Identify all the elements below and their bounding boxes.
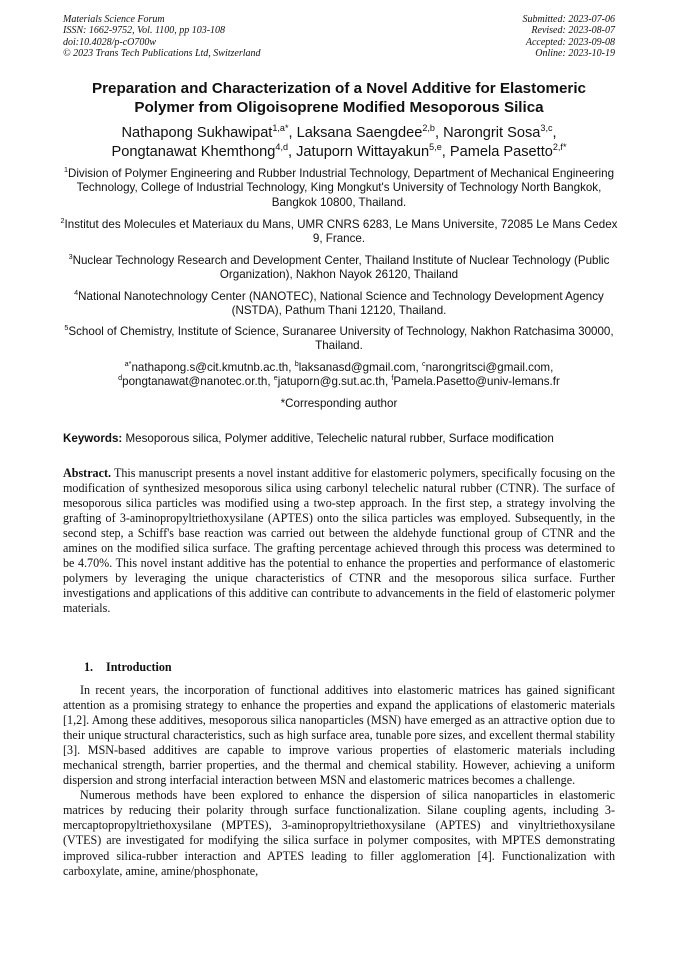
section-heading [84,660,172,675]
accepted-date: Accepted: 2023-09-08 [525,36,615,48]
author-affiliation-marker: 3,c [540,123,553,134]
email-address[interactable]: pongtanawat@nanotec.or.th [122,375,268,389]
email-marker: d [118,373,123,383]
keywords-label: Keywords: [63,432,123,445]
author-affiliation-marker: 2,b [422,123,435,134]
author-list [50,124,628,162]
journal-doi[interactable]: doi:10.4028/p-cO700w [63,36,157,48]
affiliation-text: National Nanotechnology Center (NANOTEC), National Science and Technology Development Agency (NSTDA), Pathum Thani 12120, Thailand. [78,290,604,318]
affiliation-marker: 5 [64,323,69,333]
author-separator: , [441,143,450,160]
email-marker: c [421,359,426,369]
email-address[interactable]: laksanasd@gmail.com [298,361,416,374]
abstract-label: Abstract. [63,466,112,480]
author-corresponding-marker: * [562,141,567,152]
body-paragraph: Numerous methods have been explored to enhance the dispersion of silica nanoparticles in elastomeric matrices by reducing their polarity through surface functionalization. Silane coupling agents, including 3-mercaptopropyltriethoxysilane (MPTES), 3-aminopropyltriethoxysilane (APTES) and vinyltriethoxysilane (VTES) are investigated for modifying the silica surface in polymer composites, with MPTES demonstrating improved silica-rubber interaction and APTES leading to filler agglomeration [4]. Functionalization with carboxylate, amine, amine/phosphonate, [63,788,615,878]
journal-header [63,14,261,60]
revised-date: Revised: 2023-08-07 [531,25,615,37]
author-affiliation-marker: 5,e [429,141,442,152]
author-affiliation-marker: 4,d [275,141,288,152]
affiliation-1 [60,167,618,210]
affiliation-text: Division of Polymer Engineering and Rubber Industrial Technology, Department of Mechanical Engineering Technology, College of Industrial Technology, King Mongkut's University of Technology North Bangkok, Bangkok 10800, Thailand. [67,167,615,209]
author-separator: , [288,143,297,160]
affiliation-2 [60,218,618,247]
author-name: Laksana Saengdee [296,125,423,141]
paper-title [50,80,628,117]
keywords-text: Mesoporous silica, Polymer additive, Telechelic natural rubber, Surface modification [122,432,554,445]
email-separator: , [384,375,392,389]
author-affiliation-marker: 1,a* [272,123,289,134]
author-name: Jatuporn Wittayakun [296,143,430,160]
affiliation-marker: 4 [74,288,79,298]
affiliation-marker: 3 [68,252,73,262]
email-separator: , [288,361,295,374]
journal-copyright: © 2023 Trans Tech Publications Ltd, Switzerland [63,48,261,60]
author-separator: , [434,125,444,141]
introduction-body [63,683,615,879]
author-name: Pamela Pasetto [449,143,553,160]
author-separator: , [288,125,297,141]
abstract-text: This manuscript presents a novel instant additive for elastomeric polymers, specifically focusing on the modification of synthesized mesoporous silica using carbonyl telechelic natural rubber (CTNR). The surface of mesoporous silica particles was modified using a two-step approach. In the first step, a strategy involving the grafting of 3-aminopropyltriethoxysilane (APTES) onto the silica particles was employed. Subsequently, in the second step, a Schiff's base reaction was carried out between the aldehyde functional group of CTNR and the amines on the modified silica surface. The grafting percentage achieved through this process was determined to be 4.70%. This novel instant additive has the potential to enhance the properties and performance of elastomeric polymers by leveraging the unique characteristics of CTNR and the mesoporous silica surface. Further investigations and applications of this additive can contribute to advancements in the field of elastomeric polymer materials. [63,466,615,616]
body-paragraph: In recent years, the incorporation of functional additives into elastomeric matrices has gained significant attention as a promising strategy to enhance the properties and expand the applications of elastomeric materials [1,2]. Among these additives, mesoporous silica nanoparticles (MSN) have emerged as an attractive option due to their unique structural characteristics, such as high surface area, tunable pore sizes, and excellent thermal stability [3]. MSN-based additives are capable to improve various properties of elastomeric materials including mechanical strength, barrier properties, and the thermal and chemical stability. However, achieving a uniform dispersion and strong interfacial interaction between MSN and elastomeric matrices becomes a challenge. [63,683,615,788]
email-address[interactable]: nathapong.s@cit.kmutnb.ac.th [131,361,289,374]
journal-issn: ISSN: 1662-9752, Vol. 1100, pp 103-108 [63,25,226,37]
title-line: Preparation and Characterization of a Novel Additive for Elastomeric [92,80,586,97]
author-name: Narongrit Sosa [443,125,541,141]
email-marker: a* [124,359,132,369]
corresponding-author-note: *Corresponding author [280,397,398,410]
section-title: Introduction [106,660,172,674]
affiliation-4 [60,290,618,319]
title-line: Polymer from Oligoisoprene Modified Mesoporous Silica [134,98,544,116]
author-name: Pongtanawat Khemthong [111,143,276,160]
dates-header [523,14,616,60]
email-address[interactable]: narongritsci@gmail.com [425,361,551,374]
journal-name: Materials Science Forum [63,14,165,25]
section-number: 1. [84,660,94,674]
keywords [63,432,615,446]
author-name: Nathapong Sukhawipat [121,125,273,141]
author-affiliation-marker: 2,f [552,141,563,152]
email-marker: e [273,373,278,383]
affiliation-3 [60,254,618,283]
affiliation-text: Institut des Molecules et Materiaux du Mans, UMR CNRS 6283, Le Mans Universite, 72085 Le Mans Cedex 9, France. [64,218,618,246]
affiliation-marker: 1 [63,165,68,175]
email-address[interactable]: Pamela.Pasetto@univ-lemans.fr [393,375,560,389]
affiliation-5 [60,325,618,354]
affiliation-marker: 2 [60,216,65,226]
author-separator: , [552,125,557,141]
email-separator: , [550,361,554,374]
email-marker: b [294,359,299,369]
affiliation-text: Nuclear Technology Research and Development Center, Thailand Institute of Nuclear Technology (Public Organization), Nakhon Nayok 26120, Thailand [72,254,610,282]
affiliation-text: School of Chemistry, Institute of Science, Suranaree University of Technology, Nakhon Ratchasima 30000, Thailand. [68,325,614,353]
email-address[interactable]: jatuporn@g.sut.ac.th [277,375,385,389]
abstract [63,466,615,616]
online-date: Online: 2023-10-19 [535,48,615,60]
email-separator: , [267,375,274,389]
email-list [60,361,618,390]
email-marker: f [391,373,394,383]
email-separator: , [415,361,422,374]
submitted-date: Submitted: 2023-07-06 [522,14,615,25]
